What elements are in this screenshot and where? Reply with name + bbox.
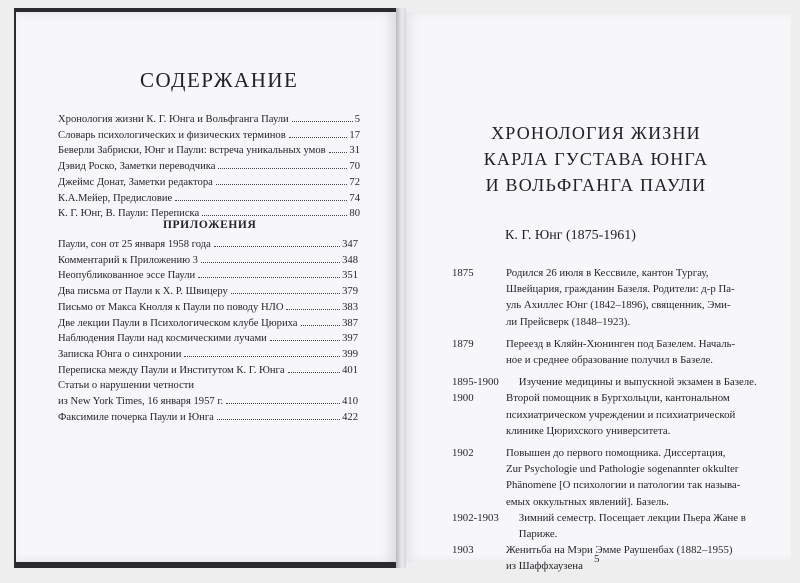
entry-text (506, 265, 762, 330)
leader-dots (214, 246, 340, 247)
entry-line: Изучение медицины и выпускной экзамен в Базеле. (518, 376, 757, 389)
leader-dots (217, 419, 340, 420)
leader-dots (226, 403, 340, 404)
appendix-entry[interactable] (58, 347, 358, 363)
appendix-entry-page: 401 (342, 364, 358, 376)
toc-entry-page: 17 (349, 129, 360, 141)
entry-line: клинике Цюрихского университета. (506, 424, 671, 437)
jung-section-heading: К. Г. Юнг (1875-1961) (505, 228, 636, 243)
toc-entry-text: Хронология жизни К. Г. Юнга и Вольфганга Паули (58, 114, 289, 125)
entry-line: Zur Psychologie und Pathologie sogenannter okkulter (506, 463, 739, 476)
toc-entry-text: Джеймс Донат, Заметки редактора (58, 176, 213, 188)
appendix-entry[interactable] (58, 253, 358, 269)
entry-line: Швейцария, гражданин Базеля. Родители: д-р Па- (506, 283, 735, 296)
leader-dots (289, 137, 348, 138)
entry-line: ное и среднее образование получил в Базеле. (506, 354, 713, 367)
leader-dots (202, 215, 347, 216)
appendix-entry-page: 399 (342, 348, 358, 360)
toc-entry[interactable] (58, 191, 360, 207)
entry-line: Женитьба на Мэри Эмме Раушенбах (1882–1955) (506, 544, 733, 557)
appendix-entry-text: Две лекции Паули в Психологическом клубе Цюриха (58, 317, 298, 329)
appendix-entry-page: 347 (342, 239, 358, 250)
toc-entry-page: 74 (349, 192, 360, 204)
appendix-entry-text: Письмо от Макса Кнолля к Паули по поводу НЛО (58, 301, 284, 313)
toc-entry-text: Словарь психологических и физических терминов (58, 129, 286, 141)
chronology-entries (452, 265, 762, 575)
entry-line: Париже. (518, 528, 558, 541)
entry-year: 1900 (452, 392, 474, 405)
chronology-title (440, 120, 752, 198)
book-gutter (396, 8, 406, 568)
chronology-entry (452, 265, 762, 330)
appendix-entry-text: Наблюдения Паули над космическими лучами (58, 333, 267, 345)
leader-dots (329, 152, 348, 153)
chronology-entry (452, 336, 762, 368)
chronology-title-line: И ВОЛЬФГАНГА ПАУЛИ (485, 175, 707, 195)
toc-entry-page: 72 (349, 176, 360, 188)
leader-dots (184, 356, 340, 357)
entry-text (506, 390, 762, 439)
leader-dots (270, 340, 340, 341)
leader-dots (301, 325, 341, 326)
contents-list (58, 112, 360, 222)
appendix-entry[interactable] (58, 268, 358, 284)
leader-dots (198, 277, 340, 278)
appendix-entry[interactable] (58, 316, 358, 332)
entry-line: Второй помощник в Бургхольцли, кантональном (506, 392, 730, 405)
leader-dots (201, 262, 340, 263)
toc-entry[interactable] (58, 112, 360, 128)
appendix-entry-first-line[interactable]: Статьи о нарушении четности (58, 380, 195, 392)
appendix-entry-page: 422 (342, 411, 358, 423)
entry-text (519, 374, 762, 390)
leader-dots (288, 372, 341, 373)
entry-line: психиатрическом учреждении и психиатрической (506, 408, 736, 421)
appendix-entry[interactable] (58, 300, 358, 316)
entry-year: 1895-1900 (452, 376, 499, 389)
appendix-list (58, 237, 358, 425)
toc-entry[interactable] (58, 159, 360, 175)
appendix-entry-text: из New York Times, 16 января 1957 г. (58, 396, 224, 408)
chronology-entry (452, 374, 762, 390)
contents-title: СОДЕРЖАНИЕ (140, 68, 299, 92)
entry-line: Phänomene [О психологии и патологии так называ- (506, 479, 741, 492)
chronology-entry (452, 510, 762, 542)
chronology-entry (452, 390, 762, 439)
page-number: 5 (594, 553, 600, 565)
appendix-entry-page: 410 (342, 396, 358, 408)
leader-dots (216, 184, 348, 185)
appendix-entry-text: Комментарий к Приложению 3 (58, 254, 198, 266)
entry-line: Повышен до первого помощника. Диссертация, (506, 447, 726, 460)
entry-line: Переезд в Кляйн-Хюнинген под Базелем. Началь- (506, 337, 736, 350)
toc-entry-text: Беверли Забриски, Юнг и Паули: встреча уникальных умов (58, 145, 326, 157)
chronology-title-line: ХРОНОЛОГИЯ ЖИЗНИ (491, 123, 701, 143)
entry-line: ли Прейсверк (1848–1923). (506, 315, 631, 328)
leader-dots (231, 293, 340, 294)
chronology-entry (452, 542, 762, 574)
appendix-entry-text: Два письма от Паули к Х. Р. Швицеру (58, 286, 228, 298)
toc-entry-text: К. Г. Юнг, В. Паули: Переписка (58, 208, 200, 220)
chronology-title-line: КАРЛА ГУСТАВА ЮНГА (483, 149, 709, 169)
entry-year: 1903 (452, 544, 474, 557)
toc-entry-page: 80 (349, 208, 360, 220)
appendix-entry-page: 351 (342, 270, 358, 282)
entry-text (506, 336, 762, 368)
entry-year: 1902 (452, 447, 474, 460)
appendix-entry-text: Записка Юнга о синхронии (58, 348, 182, 360)
appendix-entry-text: Паули, сон от 25 января 1958 года (58, 239, 211, 250)
toc-entry-page: 70 (349, 161, 360, 173)
entry-line: из Шаффхаузена (506, 560, 583, 573)
appendix-entry-text: Переписка между Паули и Институтом К. Г. Юнга (58, 364, 285, 376)
appendix-entry[interactable] (58, 363, 358, 379)
entry-line: Зимний семестр. Посещает лекции Пьера Жане в (518, 511, 746, 524)
entry-year: 1879 (452, 337, 474, 350)
appendix-title: ПРИЛОЖЕНИЯ (163, 219, 257, 231)
appendix-entry[interactable] (58, 237, 358, 253)
toc-entry[interactable] (58, 143, 360, 159)
entry-line: емых оккультных явлений]. Базель. (506, 495, 669, 508)
appendix-entry-text: Неопубликованное эссе Паули (58, 270, 196, 282)
appendix-entry-page: 383 (342, 301, 358, 313)
toc-entry-text: Дэвид Роско, Заметки переводчика (58, 161, 216, 173)
appendix-entry[interactable] (58, 410, 358, 426)
chronology-entry (452, 445, 762, 510)
appendix-entry-page: 348 (342, 254, 358, 266)
entry-year: 1875 (452, 267, 474, 279)
leader-dots (286, 309, 340, 310)
leader-dots (218, 168, 347, 169)
appendix-entry-text: Факсимиле почерка Паули и Юнга (58, 411, 214, 423)
entry-line: Родился 26 июля в Кессвиле, кантон Тургау, (506, 267, 709, 279)
entry-text (519, 510, 762, 542)
toc-entry[interactable] (58, 128, 360, 144)
leader-dots (292, 121, 353, 122)
leader-dots (175, 200, 347, 201)
appendix-entry[interactable] (58, 284, 358, 300)
appendix-entry-page: 397 (342, 333, 358, 345)
appendix-entry[interactable] (58, 331, 358, 347)
entry-text (506, 445, 762, 510)
toc-entry[interactable] (58, 175, 360, 191)
entry-text (506, 542, 762, 574)
appendix-entry-page: 387 (342, 317, 358, 329)
toc-entry-page: 31 (349, 145, 360, 157)
entry-year: 1902-1903 (452, 511, 499, 524)
toc-entry-text: К.А.Мейер, Предисловие (58, 192, 173, 204)
appendix-entry[interactable] (58, 394, 358, 410)
appendix-entry-page: 379 (342, 286, 358, 298)
toc-entry-page: 5 (354, 114, 360, 125)
entry-line: уль Ахиллес Юнг (1842–1896), священник, Эми- (506, 299, 731, 312)
